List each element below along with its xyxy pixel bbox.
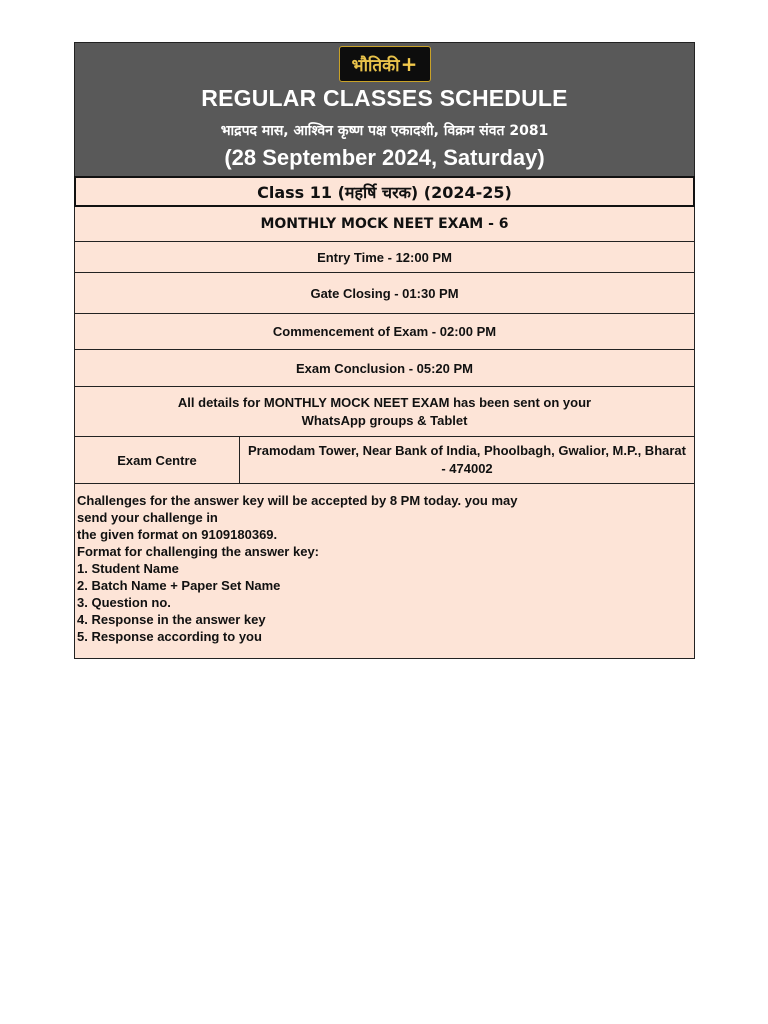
address-line-1: Pramodam Tower, Near Bank of India, Phoolbagh, Gwalior, M.P., Bharat bbox=[247, 443, 686, 458]
class-label: Class 11 (महर्षि चरक) (2024-25) bbox=[74, 176, 695, 207]
note-line: the given format on 9109180369. bbox=[77, 527, 278, 542]
hindi-date: भाद्रपद मास, आश्विन कृष्ण पक्ष एकादशी, विक्रम संवत 2081 bbox=[220, 123, 549, 139]
note-line: Format for challenging the answer key: bbox=[77, 544, 319, 559]
note-line: 2. Batch Name + Paper Set Name bbox=[77, 578, 281, 593]
schedule-sheet bbox=[74, 42, 695, 659]
english-date: (28 September 2024, Saturday) bbox=[224, 145, 545, 170]
logo-text: भौतिकी bbox=[351, 55, 400, 76]
note-line: 1. Student Name bbox=[77, 561, 179, 576]
exam-conclusion: Exam Conclusion - 05:20 PM bbox=[75, 349, 694, 386]
details-line-1: All details for MONTHLY MOCK NEET EXAM has been sent on your bbox=[177, 394, 592, 410]
exam-commencement: Commencement of Exam - 02:00 PM bbox=[75, 313, 694, 349]
exam-title: MONTHLY MOCK NEET EXAM - 6 bbox=[75, 207, 694, 241]
exam-centre-address bbox=[240, 437, 694, 483]
page-title: REGULAR CLASSES SCHEDULE bbox=[201, 85, 568, 111]
note-line: 4. Response in the answer key bbox=[77, 612, 266, 627]
note-line: 5. Response according to you bbox=[77, 629, 262, 644]
entry-time: Entry Time - 12:00 PM bbox=[75, 241, 694, 272]
gate-closing: Gate Closing - 01:30 PM bbox=[75, 272, 694, 313]
bhautiki-plus-logo bbox=[339, 46, 431, 82]
exam-centre-label: Exam Centre bbox=[75, 437, 240, 483]
details-line-2: WhatsApp groups & Tablet bbox=[301, 412, 468, 428]
schedule-header bbox=[75, 43, 694, 176]
address-line-2: - 474002 bbox=[441, 461, 493, 476]
note-line: send your challenge in bbox=[77, 510, 218, 525]
exam-details-note bbox=[75, 386, 694, 436]
exam-centre-row bbox=[75, 436, 694, 483]
note-line: Challenges for the answer key will be accepted by 8 PM today. you may bbox=[77, 493, 518, 508]
note-line: 3. Question no. bbox=[77, 595, 171, 610]
logo-plus: + bbox=[400, 52, 418, 76]
answer-key-challenge-notes bbox=[75, 483, 694, 658]
